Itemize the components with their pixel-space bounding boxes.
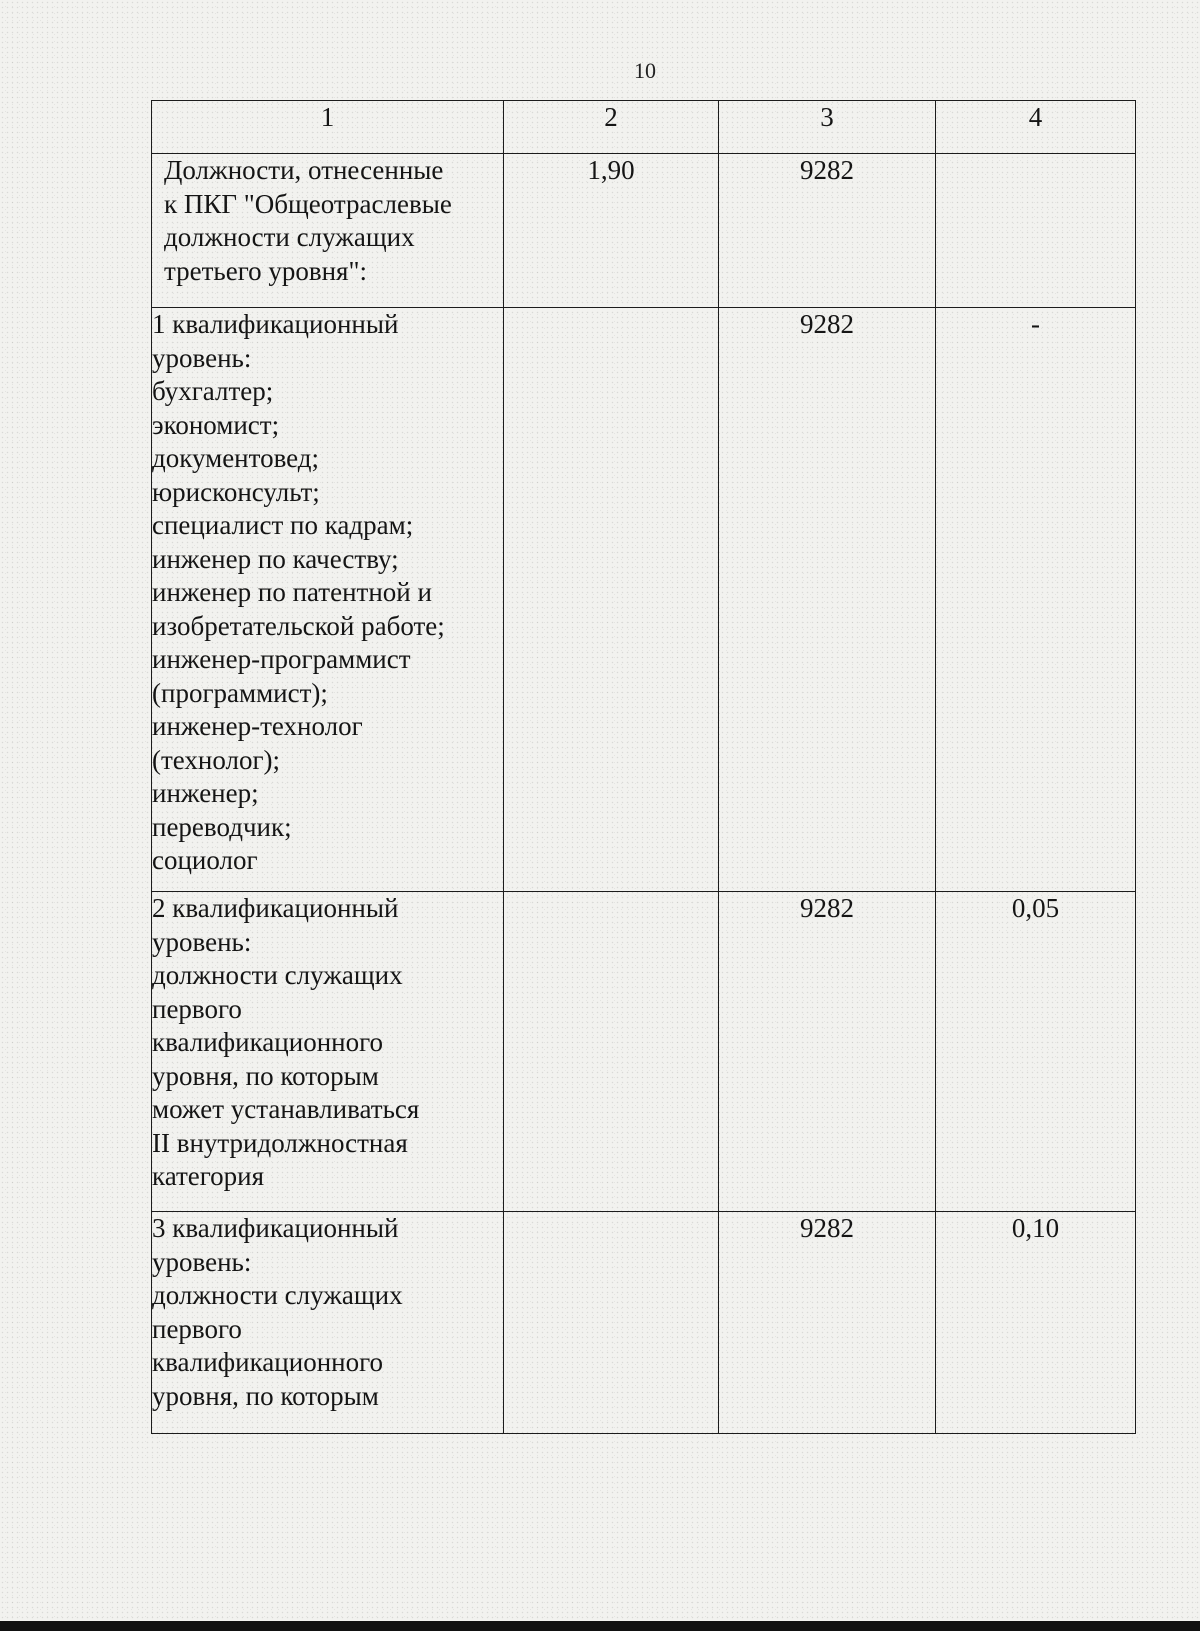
column-header-2: 2: [504, 101, 719, 154]
text-line: инженер-технолог: [152, 711, 363, 741]
text-line: 2 квалификационный: [152, 893, 399, 923]
column-header-1: 1: [152, 101, 504, 154]
increase-coefficient-cell: 0,10: [936, 1212, 1136, 1434]
text-line: может устанавливаться: [152, 1094, 420, 1124]
text-line: уровня, по которым: [152, 1380, 379, 1411]
table-row: [152, 308, 1136, 892]
text-line: (технолог);: [152, 744, 281, 775]
base-salary-cell: 9282: [719, 308, 936, 892]
text-line: инженер-программист: [152, 644, 411, 674]
text-line: социолог: [152, 845, 258, 875]
text-line: должности служащих: [164, 222, 415, 252]
increase-coefficient-cell: [936, 154, 1136, 308]
text-line: должности служащих: [152, 1280, 403, 1310]
position-description-cell: [152, 892, 504, 1212]
column-header-3: 3: [719, 101, 936, 154]
coefficient-cell: 1,90: [504, 154, 719, 308]
text-line: 3 квалификационный: [152, 1213, 399, 1243]
table-header-row: [152, 101, 1136, 154]
increase-coefficient-cell: -: [936, 308, 1136, 892]
text-line: II внутридолжностная: [152, 1127, 408, 1158]
scan-bottom-edge: [0, 1621, 1200, 1631]
position-description-cell: [152, 1212, 504, 1434]
text-line: третьего уровня":: [164, 255, 368, 286]
coefficient-cell: [504, 1212, 719, 1434]
text-line: к ПКГ "Общеотраслевые: [164, 188, 452, 219]
text-line: экономист;: [152, 409, 280, 440]
text-line: (программист);: [152, 677, 328, 708]
text-line: уровень:: [152, 1246, 252, 1277]
text-line: уровня, по которым: [152, 1060, 379, 1091]
text-line: категория: [152, 1161, 265, 1191]
text-line: должности служащих: [152, 960, 403, 990]
page-number: 10: [634, 58, 656, 83]
text-line: специалист по кадрам;: [152, 510, 414, 540]
text-line: квалификационного: [152, 1027, 383, 1057]
text-line: инженер по качеству;: [152, 543, 399, 574]
base-salary-cell: 9282: [719, 154, 936, 308]
text-line: документовед;: [152, 443, 320, 473]
coefficient-cell: [504, 308, 719, 892]
text-line: уровень:: [152, 342, 252, 373]
coefficient-cell: [504, 892, 719, 1212]
text-line: квалификационного: [152, 1347, 383, 1377]
text-line: инженер;: [152, 778, 259, 808]
table-row: [152, 892, 1136, 1212]
text-line: изобретательской работе;: [152, 610, 445, 641]
base-salary-cell: 9282: [719, 892, 936, 1212]
text-line: уровень:: [152, 926, 252, 957]
text-line: первого: [152, 993, 242, 1024]
text-line: первого: [152, 1313, 242, 1344]
column-header-4: 4: [936, 101, 1136, 154]
position-description-cell: [152, 308, 504, 892]
position-description-cell: [152, 154, 504, 308]
text-line: переводчик;: [152, 811, 292, 842]
table-row: [152, 154, 1136, 308]
text-line: Должности, отнесенные: [164, 155, 444, 185]
text-line: инженер по патентной и: [152, 577, 432, 607]
text-line: юрисконсульт;: [152, 476, 320, 507]
text-line: 1 квалификационный: [152, 309, 399, 339]
base-salary-cell: 9282: [719, 1212, 936, 1434]
text-line: бухгалтер;: [152, 376, 274, 406]
salary-table: [151, 100, 1136, 1434]
increase-coefficient-cell: 0,05: [936, 892, 1136, 1212]
table-row: [152, 1212, 1136, 1434]
